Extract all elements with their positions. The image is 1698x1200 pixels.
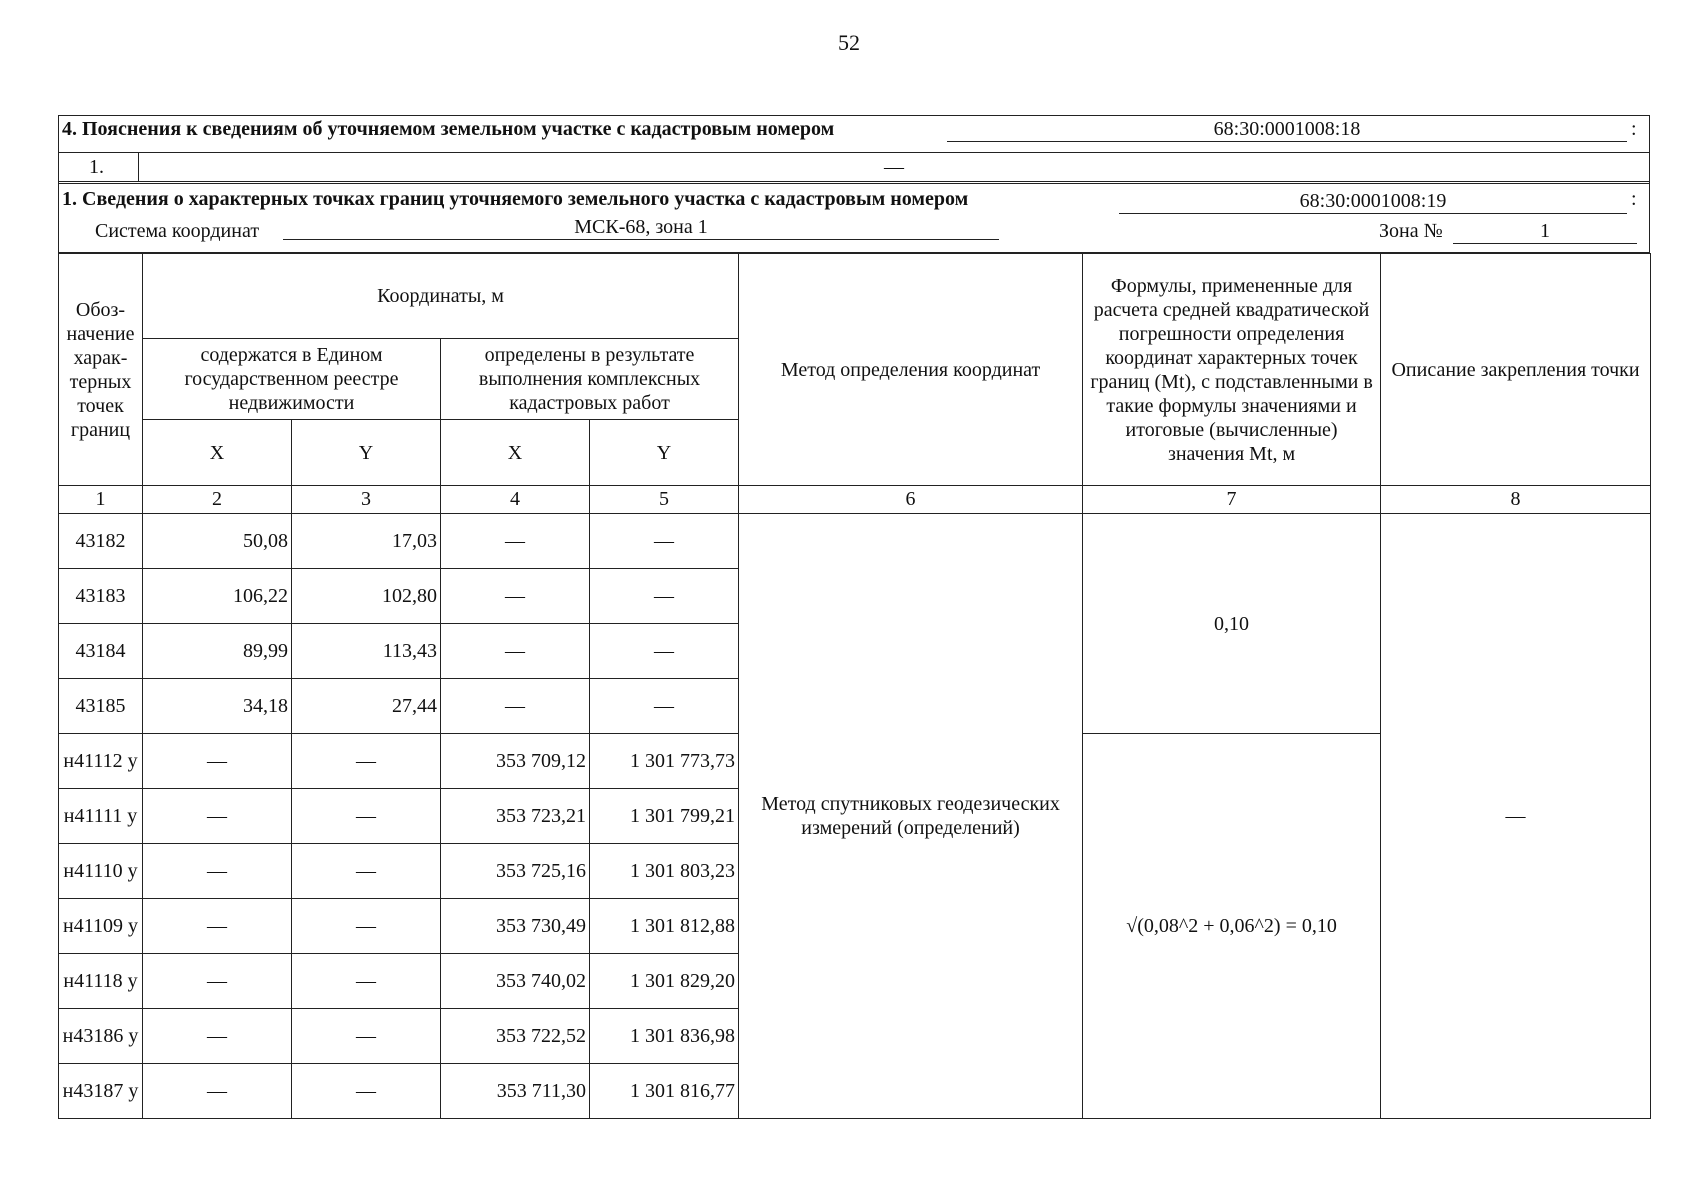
section4-title: 4. Пояснения к сведениям об уточняемом земельном участке с кадастровым номером bbox=[62, 118, 835, 140]
column-number: 8 bbox=[1381, 486, 1651, 514]
column-number: 7 bbox=[1083, 486, 1381, 514]
point-id: 43183 bbox=[59, 569, 143, 624]
y-complex: 1 301 803,23 bbox=[590, 844, 739, 899]
point-id: н41111 у bbox=[59, 789, 143, 844]
point-id: н43187 у bbox=[59, 1064, 143, 1119]
column-numbers-row bbox=[59, 486, 1651, 514]
x-complex: — bbox=[441, 569, 590, 624]
y-complex: — bbox=[590, 514, 739, 569]
y-complex: — bbox=[590, 624, 739, 679]
y-egrn: 113,43 bbox=[292, 624, 441, 679]
header-method: Метод определения координат bbox=[739, 254, 1083, 486]
x-complex: — bbox=[441, 624, 590, 679]
coord-system-value: МСК-68, зона 1 bbox=[283, 216, 999, 240]
section1-title: 1. Сведения о характерных точках границ уточняемого земельного участка с кадастровым номером bbox=[62, 188, 969, 210]
column-number: 5 bbox=[590, 486, 739, 514]
section4-header bbox=[59, 116, 1649, 153]
y-egrn: — bbox=[292, 734, 441, 789]
header-formulas: Формулы, примененные для расчета средней квадратической погрешности определения координат характерных точек границ (Mt), с подставленными в такие формулы значениями и итоговые (вычисленные) значения Mt, м bbox=[1083, 254, 1381, 486]
header-x-complex: X bbox=[441, 420, 590, 486]
x-egrn: — bbox=[143, 734, 292, 789]
x-complex: 353 725,16 bbox=[441, 844, 590, 899]
section4-box bbox=[58, 115, 1650, 253]
header-egrn: содержатся в Едином государственном реестре недвижимости bbox=[143, 339, 441, 420]
x-complex: 353 730,49 bbox=[441, 899, 590, 954]
method-cell: Метод спутниковых геодезических измерений (определений) bbox=[739, 514, 1083, 1119]
column-number: 6 bbox=[739, 486, 1083, 514]
section4-colon: : bbox=[1631, 118, 1637, 140]
header-designation: Обоз-начение харак-терных точек границ bbox=[59, 254, 143, 486]
y-complex: — bbox=[590, 679, 739, 734]
header-y-complex: Y bbox=[590, 420, 739, 486]
x-egrn: — bbox=[143, 789, 292, 844]
x-complex: 353 709,12 bbox=[441, 734, 590, 789]
column-number: 2 bbox=[143, 486, 292, 514]
section4-row-number: 1. bbox=[59, 153, 139, 181]
description-cell: — bbox=[1381, 514, 1651, 1119]
section4-row bbox=[59, 153, 1649, 184]
x-complex: 353 711,30 bbox=[441, 1064, 590, 1119]
y-egrn: — bbox=[292, 954, 441, 1009]
header-complex: определены в результате выполнения комплексных кадастровых работ bbox=[441, 339, 739, 420]
y-egrn: 27,44 bbox=[292, 679, 441, 734]
zone-label: Зона № bbox=[1379, 220, 1443, 242]
y-complex: — bbox=[590, 569, 739, 624]
header-x-egrn: X bbox=[143, 420, 292, 486]
x-complex: 353 722,52 bbox=[441, 1009, 590, 1064]
y-egrn: — bbox=[292, 1064, 441, 1119]
section1-cadastral-number: 68:30:0001008:19 bbox=[1119, 190, 1627, 214]
table-header-row-1 bbox=[59, 254, 1651, 339]
column-number: 3 bbox=[292, 486, 441, 514]
point-id: н41118 у bbox=[59, 954, 143, 1009]
point-id: н43186 у bbox=[59, 1009, 143, 1064]
x-egrn: — bbox=[143, 1009, 292, 1064]
point-id: н41112 у bbox=[59, 734, 143, 789]
x-complex: 353 723,21 bbox=[441, 789, 590, 844]
point-id: н41109 у bbox=[59, 899, 143, 954]
point-id: 43185 bbox=[59, 679, 143, 734]
x-egrn: — bbox=[143, 899, 292, 954]
points-table bbox=[58, 253, 1651, 1119]
header-y-egrn: Y bbox=[292, 420, 441, 486]
section4-cadastral-number: 68:30:0001008:18 bbox=[947, 118, 1627, 142]
header-coordinates: Координаты, м bbox=[143, 254, 739, 339]
x-egrn: 106,22 bbox=[143, 569, 292, 624]
section1-header bbox=[59, 184, 1649, 253]
table-row bbox=[59, 514, 1651, 569]
point-id: 43184 bbox=[59, 624, 143, 679]
section1-colon: : bbox=[1631, 188, 1637, 210]
page-number: 52 bbox=[838, 30, 860, 55]
document-sheet bbox=[58, 115, 1650, 1119]
x-egrn: — bbox=[143, 954, 292, 1009]
x-egrn: 34,18 bbox=[143, 679, 292, 734]
y-complex: 1 301 829,20 bbox=[590, 954, 739, 1009]
point-id: н41110 у bbox=[59, 844, 143, 899]
zone-value: 1 bbox=[1453, 220, 1637, 244]
column-number: 1 bbox=[59, 486, 143, 514]
y-egrn: — bbox=[292, 899, 441, 954]
y-complex: 1 301 812,88 bbox=[590, 899, 739, 954]
x-egrn: 89,99 bbox=[143, 624, 292, 679]
x-egrn: — bbox=[143, 844, 292, 899]
column-number: 4 bbox=[441, 486, 590, 514]
y-egrn: — bbox=[292, 844, 441, 899]
y-egrn: — bbox=[292, 1009, 441, 1064]
header-description: Описание закрепления точки bbox=[1381, 254, 1651, 486]
point-id: 43182 bbox=[59, 514, 143, 569]
y-complex: 1 301 773,73 bbox=[590, 734, 739, 789]
x-egrn: 50,08 bbox=[143, 514, 292, 569]
y-complex: 1 301 816,77 bbox=[590, 1064, 739, 1119]
x-complex: — bbox=[441, 514, 590, 569]
y-egrn: 102,80 bbox=[292, 569, 441, 624]
y-egrn: — bbox=[292, 789, 441, 844]
x-egrn: — bbox=[143, 1064, 292, 1119]
y-complex: 1 301 836,98 bbox=[590, 1009, 739, 1064]
coord-system-label: Система координат bbox=[95, 220, 260, 242]
mt-cell-group2: √(0,08^2 + 0,06^2) = 0,10 bbox=[1083, 734, 1381, 1119]
x-complex: — bbox=[441, 679, 590, 734]
y-complex: 1 301 799,21 bbox=[590, 789, 739, 844]
mt-cell-group1: 0,10 bbox=[1083, 514, 1381, 734]
section4-row-value: — bbox=[884, 156, 904, 178]
y-egrn: 17,03 bbox=[292, 514, 441, 569]
x-complex: 353 740,02 bbox=[441, 954, 590, 1009]
